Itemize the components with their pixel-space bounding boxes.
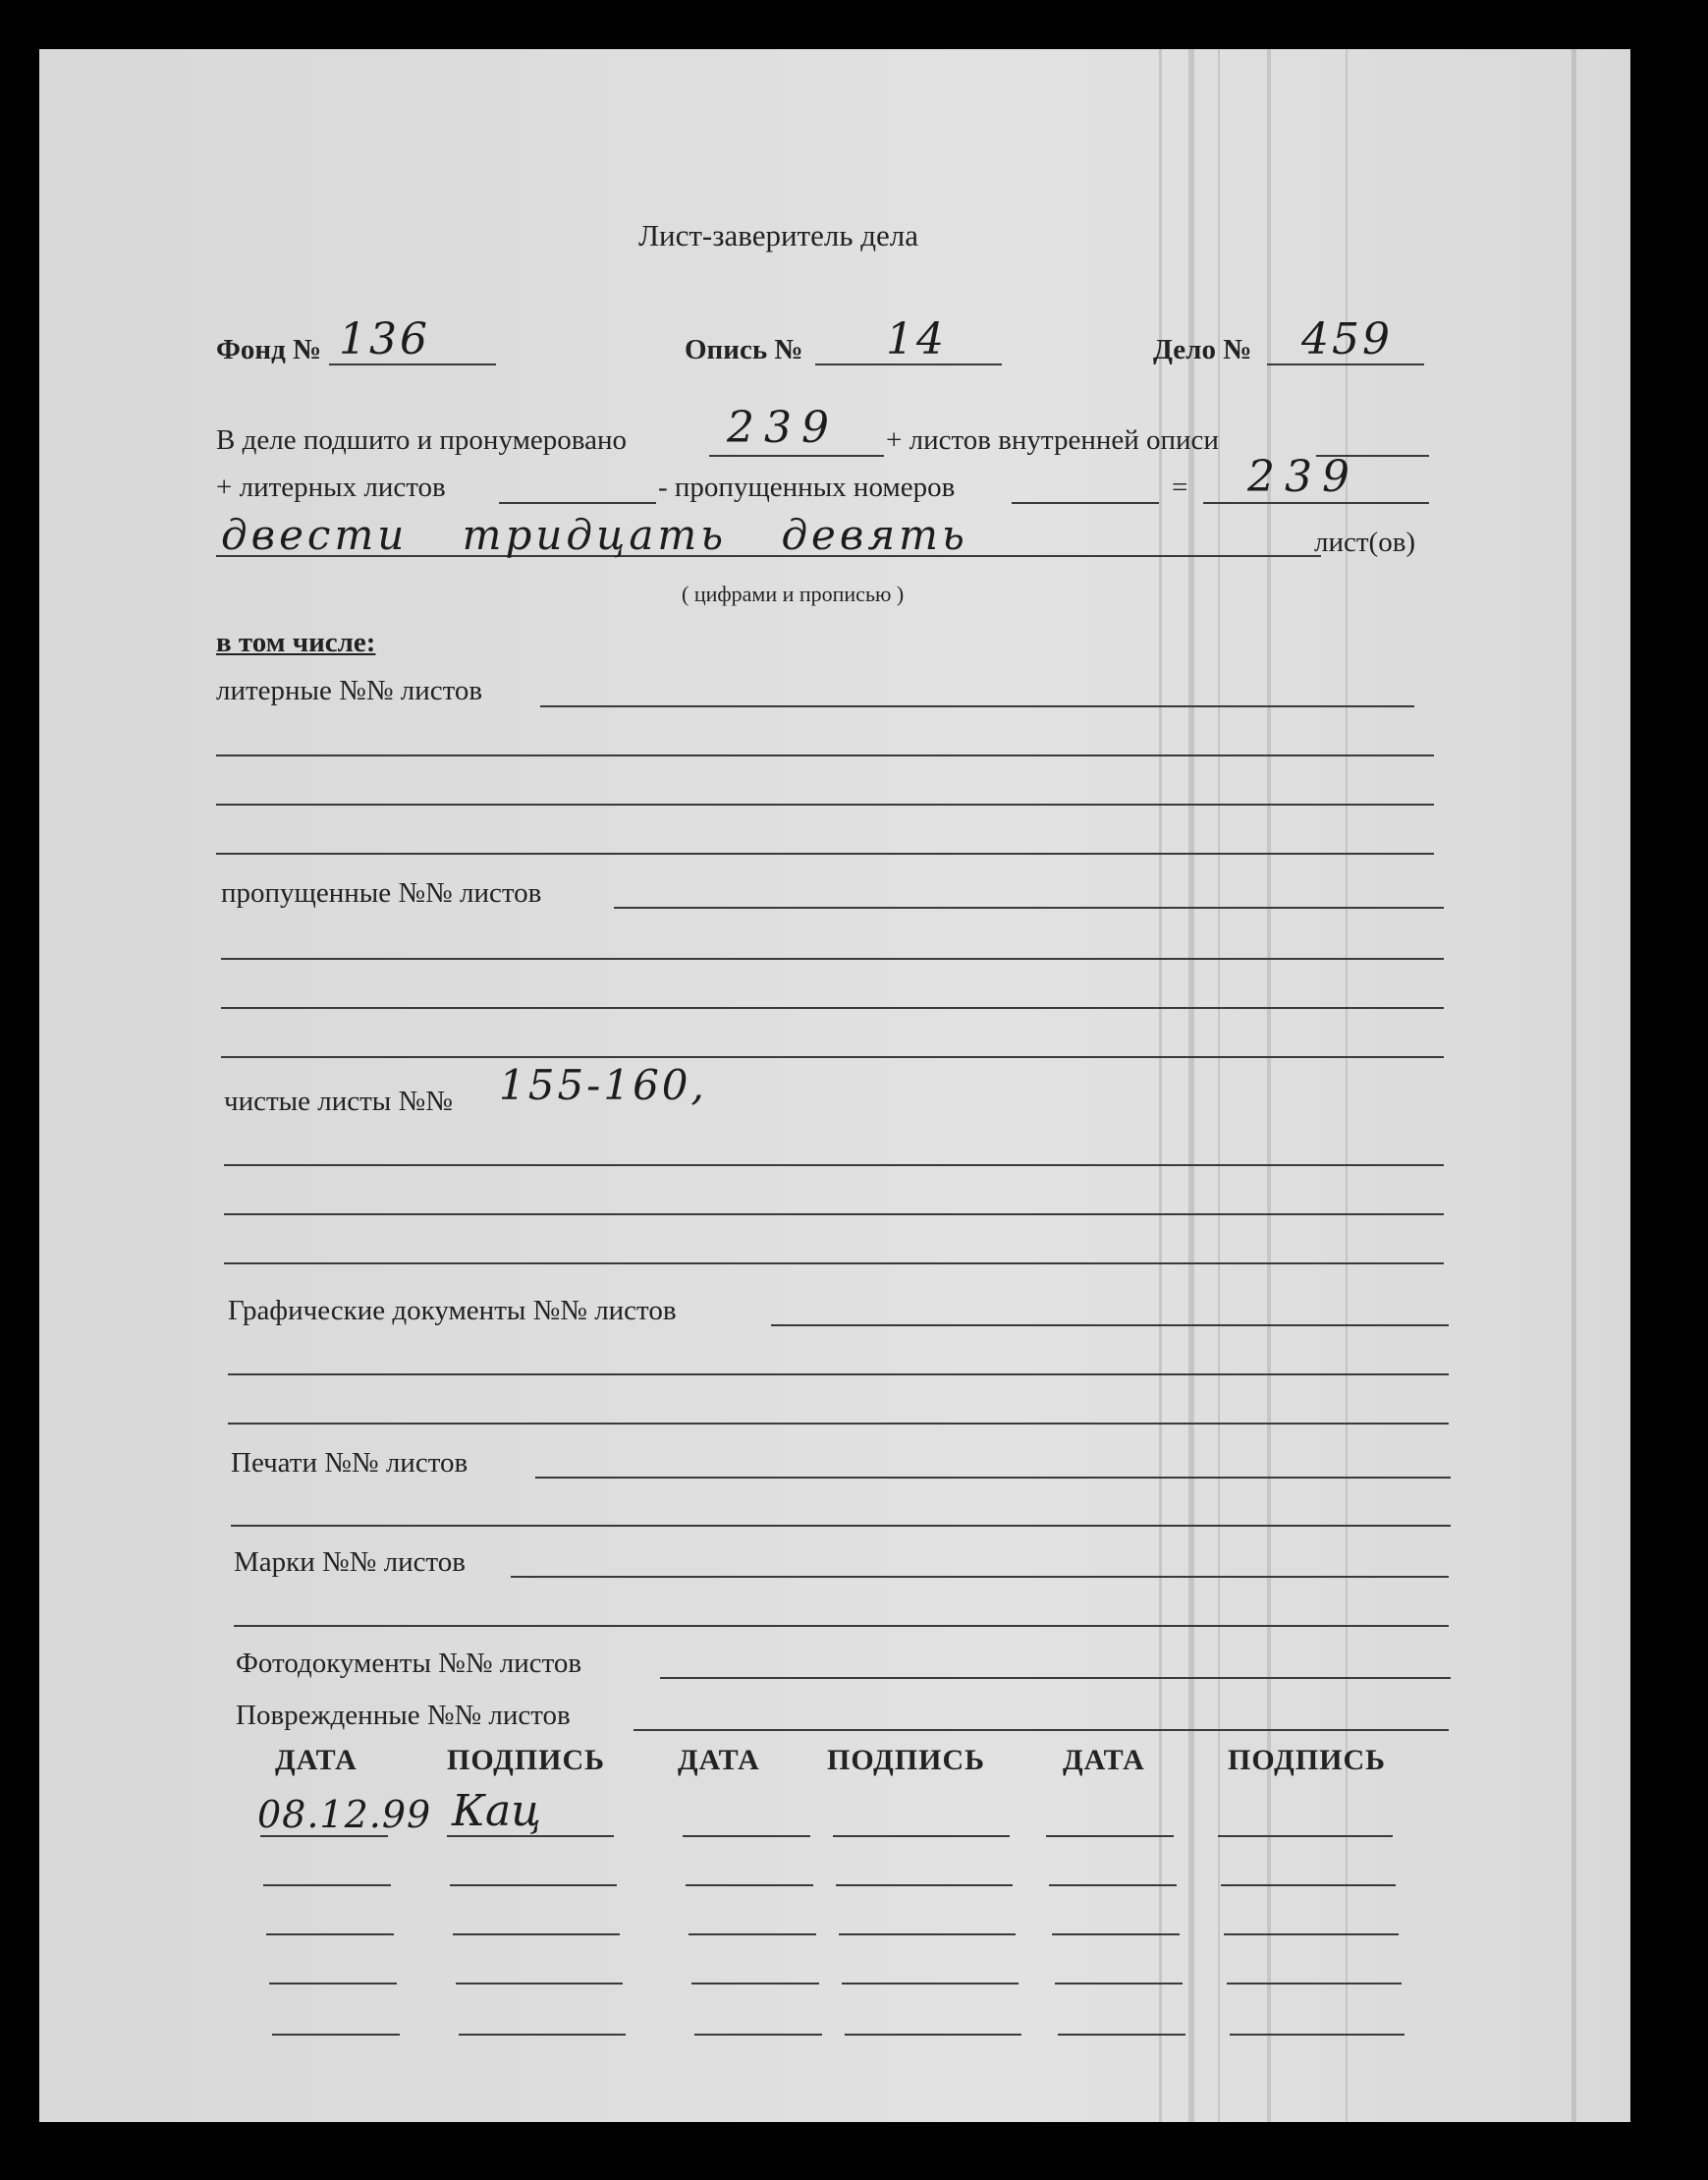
signature-cell-line [1230,2034,1405,2036]
including-label: в том числе: [216,627,376,658]
signature-cell-line [1224,1933,1399,1935]
signature-cell-line [1221,1884,1396,1886]
blank-sheets-value: 155-160, [499,1061,707,1109]
signature-cell-line [1227,1983,1402,1984]
header-signature-1: ПОДПИСЬ [447,1744,605,1776]
signature-cell-line [833,1835,1010,1837]
signature-cell-line [1046,1835,1174,1837]
literal-nums-line [216,853,1434,855]
sig-row-date: 08.12.99 [257,1793,432,1836]
blank-sheets-line [224,1213,1444,1215]
signature-cell-line [260,1835,388,1837]
total-words-value: двести тридцать девять [221,511,968,559]
literal-underline [499,502,656,504]
literal-nums-line [216,804,1434,806]
graphic-docs-underline [771,1324,1449,1326]
numbered-underline [709,455,884,457]
blank-sheets-label: чистые листы №№ [224,1086,453,1117]
signature-cell-line [447,1835,614,1837]
header-date-3: ДАТА [1063,1744,1145,1776]
signature-cell-line [1058,2034,1185,2036]
header-signature-2: ПОДПИСЬ [827,1744,985,1776]
signature-cell-line [263,1884,391,1886]
seals-underline [535,1477,1451,1479]
signature-cell-line [1049,1884,1177,1886]
signature-cell-line [1052,1933,1180,1935]
opis-value: 14 [886,314,947,364]
signature-cell-line [459,2034,626,2036]
signature-cell-line [683,1835,810,1837]
missing-underline [1012,502,1159,504]
missing-nums-line [221,1056,1444,1058]
header-signature-3: ПОДПИСЬ [1228,1744,1386,1776]
graphic-docs-label: Графические документы №№ листов [228,1295,677,1326]
missing-nums-underline [614,907,1444,909]
scan-streak [1267,49,1271,2122]
signature-cell-line [266,1933,394,1935]
opis-label: Опись № [685,334,803,365]
literal-nums-line [216,755,1434,756]
stamps-label: Марки №№ листов [234,1546,466,1578]
stamps-line [234,1625,1449,1627]
header-date-2: ДАТА [678,1744,760,1776]
fond-label: Фонд № [216,334,322,365]
signature-cell-line [456,1983,623,1984]
fond-value: 136 [339,314,430,364]
inner-inventory-label: + листов внутренней описи [886,424,1219,456]
sheets-suffix: лист(ов) [1314,527,1416,558]
missing-label: - пропущенных номеров [658,472,956,503]
signature-cell-line [694,2034,822,2036]
delo-label: Дело № [1153,334,1252,365]
stamps-underline [511,1576,1449,1578]
signature-cell-line [1218,1835,1393,1837]
signature-cell-line [450,1884,617,1886]
photo-docs-underline [660,1677,1451,1679]
signature-cell-line [691,1983,819,1984]
literal-nums-underline [540,705,1414,707]
signature-cell-line [269,1983,397,1984]
form-title: Лист-заверитель дела [638,218,918,252]
signature-cell-line [272,2034,400,2036]
signature-cell-line [845,2034,1021,2036]
delo-value: 459 [1301,314,1393,364]
signature-cell-line [686,1884,813,1886]
missing-nums-label: пропущенные №№ листов [221,877,542,909]
document-sheet [39,49,1630,2122]
damaged-underline [634,1729,1449,1731]
equals-sign: = [1172,472,1188,503]
signature-cell-line [453,1933,620,1935]
missing-nums-line [221,958,1444,960]
damaged-label: Поврежденные №№ листов [236,1700,571,1731]
graphic-docs-line [228,1373,1449,1375]
graphic-docs-line [228,1423,1449,1425]
photo-docs-label: Фотодокументы №№ листов [236,1648,582,1679]
signature-cell-line [839,1933,1016,1935]
signature-cell-line [689,1933,816,1935]
blank-sheets-line [224,1164,1444,1166]
numbered-label: В деле подшито и пронумеровано [216,424,627,456]
header-date-1: ДАТА [275,1744,358,1776]
numbered-value: 239 [727,403,839,453]
total-underline [1203,502,1429,504]
hint-text: ( цифрами и прописью ) [682,582,905,606]
seals-line [231,1525,1451,1527]
literal-label: + литерных листов [216,472,446,503]
literal-nums-label: литерные №№ листов [216,675,483,706]
blank-sheets-line [224,1262,1444,1264]
signature-cell-line [842,1983,1019,1984]
seals-label: Печати №№ листов [231,1447,468,1479]
sig-row-signature: Кац [452,1786,541,1836]
total-value: 239 [1247,452,1359,502]
scan-streak [1571,49,1576,2122]
signature-cell-line [836,1884,1013,1886]
missing-nums-line [221,1007,1444,1009]
signature-cell-line [1055,1983,1183,1984]
